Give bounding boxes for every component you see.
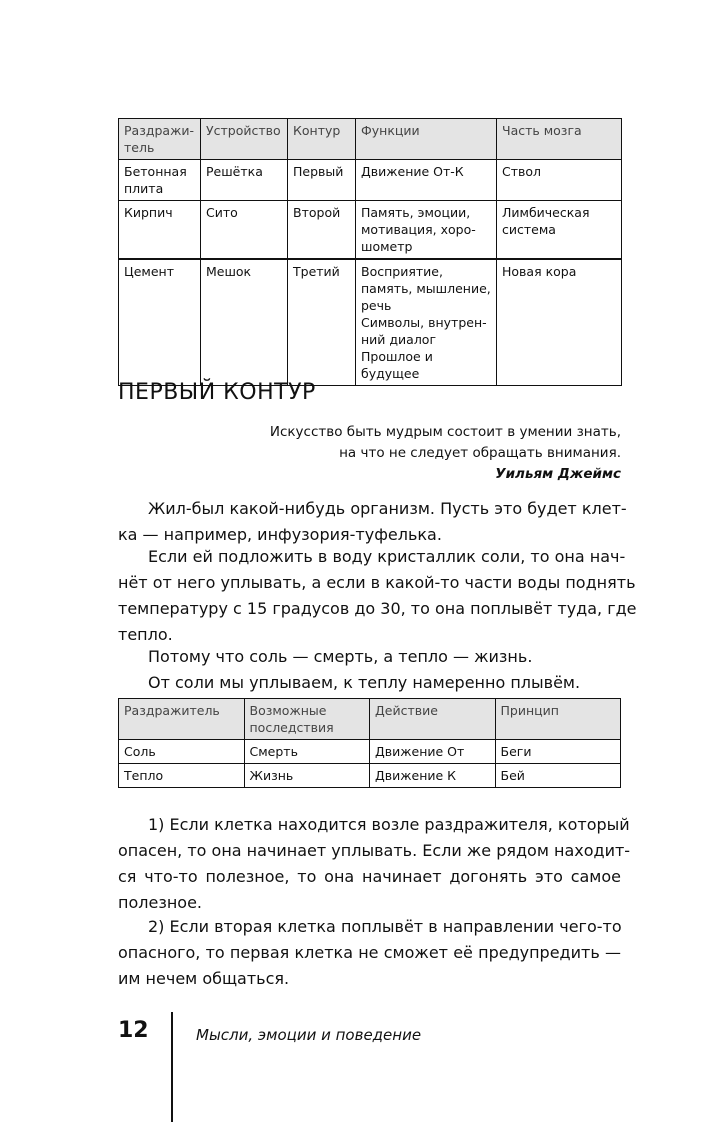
table-cell: Беги <box>495 740 621 764</box>
text-line: 2) Если вторая клетка поплывёт в направлении чего-то <box>148 917 622 936</box>
text-line: им нечем общаться. <box>118 969 290 988</box>
paragraph <box>118 496 627 548</box>
header-cell: Принцип <box>495 699 621 740</box>
footer-divider <box>171 1012 173 1122</box>
paragraph <box>118 670 621 696</box>
stimulus-response-table <box>118 698 621 788</box>
table-cell: Бетонная плита <box>119 160 201 201</box>
table-cell: Лимбическая система <box>497 201 622 260</box>
paragraph <box>118 544 637 648</box>
table-cell: Решётка <box>201 160 288 201</box>
table-header-row <box>119 119 622 160</box>
table-row <box>119 740 621 764</box>
header-cell: Устройство <box>201 119 288 160</box>
text-line: ся что-то полезное, то она начинает догонять это самое <box>118 867 621 886</box>
text-line: полезное. <box>118 893 203 912</box>
section-heading: ПЕРВЫЙ КОНТУР <box>118 380 316 405</box>
table-cell: Ствол <box>497 160 622 201</box>
text-line: опасного, то первая клетка не сможет её предупредить — <box>118 943 621 962</box>
table-cell: Память, эмоции, мотивация, хоро- шометр <box>356 201 497 260</box>
table-cell: Новая кора <box>497 259 622 386</box>
table-header-row <box>119 699 621 740</box>
paragraph <box>118 914 621 992</box>
table-cell: Соль <box>119 740 245 764</box>
header-cell: Действие <box>370 699 496 740</box>
paragraph <box>118 812 631 916</box>
table-row <box>119 259 622 386</box>
table-row <box>119 160 622 201</box>
table-cell: Мешок <box>201 259 288 386</box>
epigraph-line: на что не следует обращать внимания. <box>339 445 621 461</box>
text-line: опасен, то она начинает уплывать. Если же рядом находит- <box>118 841 631 860</box>
table-cell: Тепло <box>119 764 245 788</box>
header-cell: Контур <box>288 119 356 160</box>
text-line: тепло. <box>118 625 173 644</box>
table-row <box>119 201 622 260</box>
table-cell: Движение От <box>370 740 496 764</box>
text-line: Потому что соль — смерть, а тепло — жизнь. <box>148 647 533 666</box>
table-cell: Второй <box>288 201 356 260</box>
table-row <box>119 764 621 788</box>
table-cell: Движение От-К <box>356 160 497 201</box>
header-cell: Раздражитель <box>119 699 245 740</box>
header-cell: Раздражи- тель <box>119 119 201 160</box>
text-line: нёт от него уплывать, а если в какой-то части воды поднять <box>118 573 636 592</box>
text-line: 1) Если клетка находится возле раздражителя, который <box>148 815 630 834</box>
epigraph-line: Искусство быть мудрым состоит в умении знать, <box>269 424 621 440</box>
text-line: ка — например, инфузория-туфелька. <box>118 525 442 544</box>
table-cell: Жизнь <box>244 764 370 788</box>
table-cell: Третий <box>288 259 356 386</box>
header-cell: Часть мозга <box>497 119 622 160</box>
table-cell: Сито <box>201 201 288 260</box>
text-line: Жил-был какой-нибудь организм. Пусть это будет клет- <box>148 499 627 518</box>
brain-circuits-table <box>118 118 622 386</box>
text-line: Если ей подложить в воду кристаллик соли, то она нач- <box>148 547 626 566</box>
text-line: От соли мы уплываем, к теплу намеренно плывём. <box>148 673 581 692</box>
page-number: 12 <box>118 1018 149 1043</box>
table-cell: Восприятие, память, мышление, речь Символы, внутрен- ний диалог Прошлое и будущее <box>356 259 497 386</box>
running-title: Мысли, эмоции и поведение <box>196 1026 422 1044</box>
table-cell: Первый <box>288 160 356 201</box>
table-cell: Бей <box>495 764 621 788</box>
table-cell: Движение К <box>370 764 496 788</box>
header-cell: Возможные последствия <box>244 699 370 740</box>
header-cell: Функции <box>356 119 497 160</box>
table-cell: Цемент <box>119 259 201 386</box>
epigraph-author: Уильям Джеймс <box>495 466 621 482</box>
table-cell: Кирпич <box>119 201 201 260</box>
table-cell: Смерть <box>244 740 370 764</box>
text-line: температуру с 15 градусов до 30, то она поплывёт туда, где <box>118 599 637 618</box>
paragraph <box>118 644 621 670</box>
